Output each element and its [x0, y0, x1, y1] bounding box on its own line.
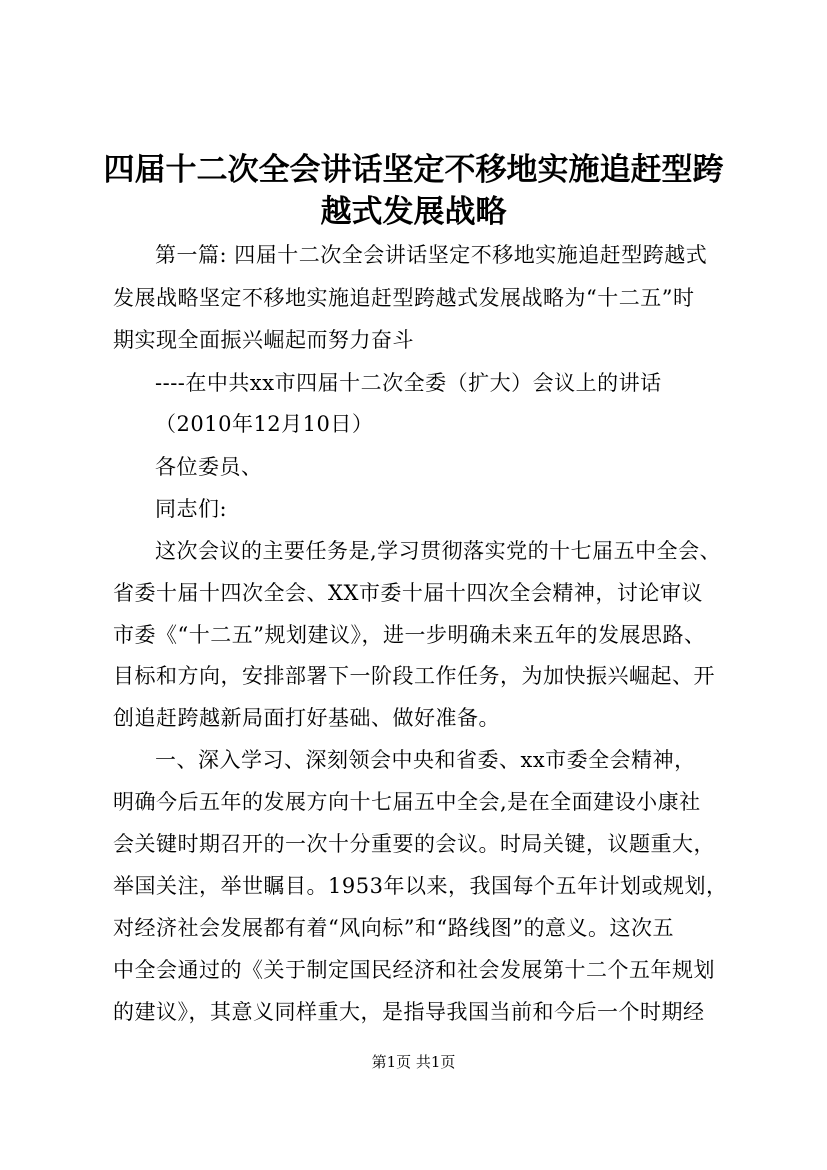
- body-line: 这次会议的主要任务是,学习贯彻落实党的十七届五中全会、: [155, 539, 722, 563]
- speech-subtitle: ----在中共xx市四届十二次全委（扩大）会议上的讲话: [155, 371, 662, 395]
- body-line: 省委十届十四次全会、XX市委十届十四次全会精神，讨论审议: [113, 581, 703, 605]
- body-line: 目标和方向，安排部署下一阶段工作任务，为加快振兴崛起、开: [113, 664, 715, 688]
- body-line: 会关键时期召开的一次十分重要的会议。时局关键，议题重大，: [113, 832, 715, 856]
- salutation-line: 同志们:: [155, 497, 228, 521]
- section-heading: 一、深入学习、深刻领会中央和省委、xx市委全会精神，: [155, 748, 696, 772]
- body-line: 创追赶跨越新局面打好基础、做好准备。: [113, 706, 500, 730]
- body-line: 第一篇: 四届十二次全会讲话坚定不移地实施追赶型跨越式: [155, 243, 708, 267]
- document-title-line-1: 四届十二次全会讲话坚定不移地实施追赶型跨: [103, 152, 724, 188]
- body-line: 发展战略坚定不移地实施追赶型跨越式发展战略为“十二五”时: [113, 286, 695, 310]
- document-title-line-2: 越式发展战略: [320, 194, 507, 230]
- body-line: 市委《“十二五”规划建议》，进一步明确未来五年的发展思路、: [113, 623, 706, 647]
- page-footer: 第1页 共1页: [371, 1053, 456, 1071]
- body-line: 中全会通过的《关于制定国民经济和社会发展第十二个五年规划: [113, 958, 715, 982]
- body-line: 明确今后五年的发展方向十七届五中全会,是在全面建设小康社: [113, 790, 701, 814]
- salutation-line: 各位委员、: [155, 455, 263, 479]
- body-line: 的建议》，其意义同样重大，是指导我国当前和今后一个时期经: [113, 1000, 705, 1024]
- body-line: 对经济社会发展都有着“风向标”和“路线图”的意义。这次五: [113, 916, 674, 940]
- speech-date: （2010年12月10日）: [155, 412, 374, 436]
- body-line: 期实现全面振兴崛起而努力奋斗: [113, 328, 414, 352]
- body-line: 举国关注，举世瞩目。1953年以来，我国每个五年计划或规划，: [113, 874, 728, 898]
